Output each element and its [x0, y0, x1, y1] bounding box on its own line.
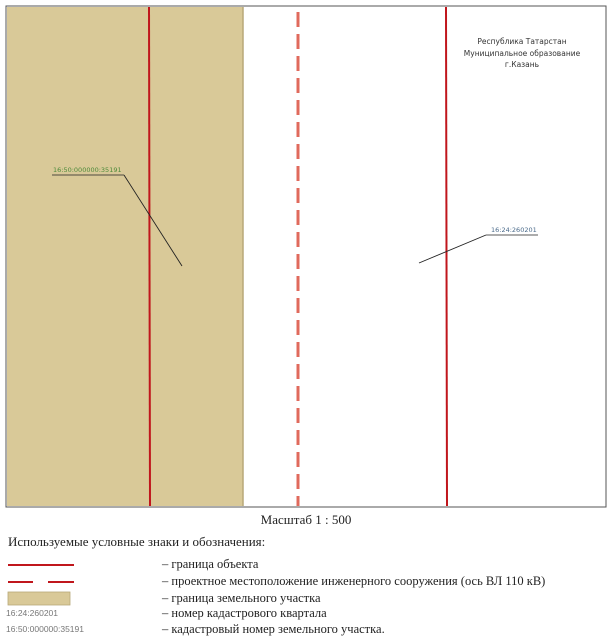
legend-item-parcel-number — [0, 621, 612, 639]
object-boundary-left — [149, 7, 150, 506]
legend-desc: – номер кадастрового квартала — [162, 606, 327, 620]
quarter-number-sample: 16:24:260201 — [6, 608, 58, 618]
parcel-number-sample: 16:50:000000:35191 — [6, 624, 84, 634]
land-parcel-area — [7, 7, 243, 506]
legend-item-object-boundary — [0, 556, 612, 574]
region-line-3: г.Казань — [504, 60, 540, 69]
parcel-label: 16:50:000000:35191 — [53, 166, 122, 174]
object-boundary-right — [446, 7, 447, 506]
legend-desc: – граница земельного участка — [162, 591, 321, 605]
legend-desc: – проектное местоположение инженерного сооружения (ось ВЛ 110 кВ) — [162, 574, 546, 588]
quarter-label: 16:24:260201 — [491, 226, 537, 234]
map-scale: Масштаб 1 : 500 — [260, 512, 352, 527]
legend-item-power-line-axis — [0, 573, 612, 591]
legend-desc: – кадастровый номер земельного участка. — [162, 622, 385, 636]
solid-red-line-symbol — [6, 556, 76, 574]
region-line-1: Республика Татарстан — [477, 37, 567, 46]
region-line-2: Муниципальное образование — [463, 49, 581, 58]
dashed-red-line-symbol — [6, 573, 76, 591]
legend-title: Используемые условные знаки и обозначения: — [8, 534, 266, 549]
legend-desc: – граница объекта — [162, 557, 259, 571]
